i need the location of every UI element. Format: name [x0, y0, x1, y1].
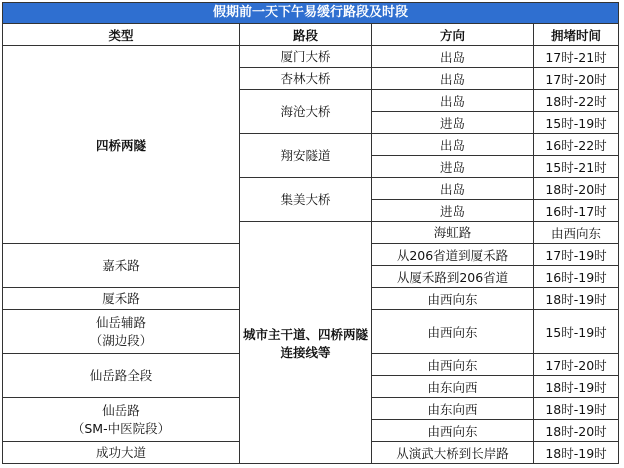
direction-cell: 出岛: [372, 90, 534, 112]
road-cell: 海沧大桥: [240, 90, 372, 134]
road-cell: 翔安隧道: [240, 134, 372, 178]
road-cell: 仙岳路 （SM-中医院段）: [3, 398, 240, 442]
header-row: [3, 24, 619, 46]
direction-cell: 进岛: [372, 156, 534, 178]
table-row: [3, 46, 619, 68]
road-cell: 成功大道: [3, 442, 240, 464]
direction-cell: 由西向东: [372, 310, 534, 354]
time-cell: 18时-19时: [534, 288, 619, 310]
road-cell: 集美大桥: [240, 178, 372, 222]
type-cell: 城市主干道、四桥两隧连接线等: [240, 222, 372, 464]
road-cell: 杏林大桥: [240, 68, 372, 90]
time-cell: 16时-19时: [534, 266, 619, 288]
time-cell: 17时-20时: [534, 68, 619, 90]
direction-cell: 由西向东: [534, 222, 619, 244]
direction-cell: 由东向西: [372, 376, 534, 398]
road-cell: 仙岳路全段: [3, 354, 240, 398]
time-cell: 15时-19时: [534, 112, 619, 134]
time-cell: 18时-20时: [534, 420, 619, 442]
table-title: 假期前一天下午易缓行路段及时段: [2, 2, 619, 23]
time-cell: 18时-19时: [534, 376, 619, 398]
direction-cell: 出岛: [372, 68, 534, 90]
road-cell: 海虹路: [372, 222, 534, 244]
time-cell: 18时-22时: [534, 90, 619, 112]
direction-cell: 从206省道到厦禾路: [372, 244, 534, 266]
time-cell: 15时-19时: [534, 310, 619, 354]
time-cell: 18时-19时: [534, 442, 619, 464]
direction-cell: 进岛: [372, 112, 534, 134]
table-body: [3, 46, 619, 464]
time-cell: 18时-20时: [534, 178, 619, 200]
header-time: 拥堵时间: [534, 24, 619, 46]
road-cell: 仙岳辅路 （湖边段）: [3, 310, 240, 354]
time-cell: 15时-21时: [534, 156, 619, 178]
congestion-table: [2, 2, 619, 464]
direction-cell: 由西向东: [372, 420, 534, 442]
congestion-table-container: [2, 2, 618, 464]
time-cell: 17时-19时: [534, 244, 619, 266]
direction-cell: 出岛: [372, 46, 534, 68]
direction-cell: 出岛: [372, 134, 534, 156]
direction-cell: 进岛: [372, 200, 534, 222]
road-cell: 厦门大桥: [240, 46, 372, 68]
direction-cell: 从演武大桥到长岸路: [372, 442, 534, 464]
type-cell: 四桥两隧: [3, 46, 240, 244]
direction-cell: 由东向西: [372, 398, 534, 420]
time-cell: 18时-19时: [534, 398, 619, 420]
road-cell: 厦禾路: [3, 288, 240, 310]
direction-cell: 由西向东: [372, 354, 534, 376]
time-cell: 16时-17时: [534, 200, 619, 222]
header-type: 类型: [3, 24, 240, 46]
time-cell: 17时-21时: [534, 46, 619, 68]
time-cell: 17时-20时: [534, 354, 619, 376]
direction-cell: 从厦禾路到206省道: [372, 266, 534, 288]
header-road: 路段: [240, 24, 372, 46]
direction-cell: 出岛: [372, 178, 534, 200]
time-cell: 16时-22时: [534, 134, 619, 156]
header-direction: 方向: [372, 24, 534, 46]
direction-cell: 由西向东: [372, 288, 534, 310]
road-cell: 嘉禾路: [3, 244, 240, 288]
